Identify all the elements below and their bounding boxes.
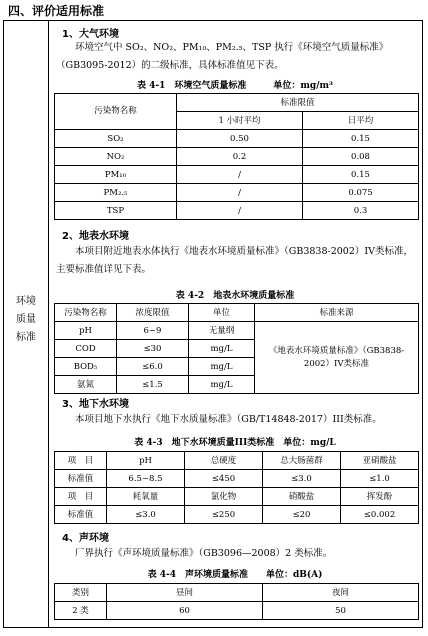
groundwater-table-caption: 表 4-3 地下水环境质量III类标准 单位：mg/L bbox=[134, 438, 336, 448]
table-header-cell: 单位 bbox=[189, 304, 255, 322]
table-cell: 50 bbox=[263, 602, 419, 620]
table-header-cell: 1 小时平均 bbox=[177, 112, 303, 130]
table-cell: 0.075 bbox=[303, 184, 419, 202]
table-header-cell: 夜间 bbox=[263, 584, 419, 602]
table-cell: ≤450 bbox=[185, 470, 263, 488]
table-cell: PM₂.₅ bbox=[55, 184, 177, 202]
category-column bbox=[4, 21, 49, 627]
table-header-cell: 日平均 bbox=[303, 112, 419, 130]
table-cell: 项 目 bbox=[55, 488, 107, 506]
table-cell: 挥发酚 bbox=[341, 488, 419, 506]
section-heading: 四、评价适用标准 bbox=[8, 4, 105, 18]
table-cell-source: 《地表水环境质量标准》（GB3838-2002）IV类标准 bbox=[255, 322, 419, 394]
table-cell: mg/L bbox=[189, 358, 255, 376]
table-row bbox=[55, 452, 419, 470]
table-row bbox=[55, 470, 419, 488]
table-cell: 2 类 bbox=[55, 602, 107, 620]
table-cell: ≤3.0 bbox=[263, 470, 341, 488]
table-cell: 0.50 bbox=[177, 130, 303, 148]
table-row bbox=[55, 602, 419, 620]
surface-water-table bbox=[54, 303, 419, 394]
groundwater-table bbox=[54, 451, 419, 524]
table-row bbox=[55, 166, 419, 184]
table-cell: ≤1.0 bbox=[341, 470, 419, 488]
table-cell: ≤1.5 bbox=[117, 376, 189, 394]
table-cell: mg/L bbox=[189, 376, 255, 394]
table-cell: 硝酸盐 bbox=[263, 488, 341, 506]
table-cell: TSP bbox=[55, 202, 177, 220]
table-cell: PM₁₀ bbox=[55, 166, 177, 184]
table-row bbox=[55, 488, 419, 506]
table-cell: 60 bbox=[107, 602, 263, 620]
table-cell: 标准值 bbox=[55, 506, 107, 524]
table-row bbox=[55, 130, 419, 148]
table-header-cell: 标准来源 bbox=[255, 304, 419, 322]
air-section-title: 1、大气环境 bbox=[62, 29, 119, 40]
table-row bbox=[55, 506, 419, 524]
table-row bbox=[55, 94, 419, 112]
groundwater-section-title: 3、地下水环境 bbox=[62, 399, 129, 410]
surface-water-section-title: 2、地表水环境 bbox=[62, 231, 129, 242]
table-cell: ≤250 bbox=[185, 506, 263, 524]
table-cell: COD bbox=[55, 340, 117, 358]
table-cell: 标准值 bbox=[55, 470, 107, 488]
standards-content bbox=[48, 21, 422, 627]
noise-section-title: 4、声环境 bbox=[62, 533, 109, 544]
table-cell: 6~9 bbox=[117, 322, 189, 340]
table-cell: ≤20 bbox=[263, 506, 341, 524]
table-cell: 总硬度 bbox=[185, 452, 263, 470]
table-cell: SO₂ bbox=[55, 130, 177, 148]
surface-water-paragraph: 本项目附近地表水体执行《地表水环境质量标准》（GB3838-2002）IV类标准，主要标准值详见下表。 bbox=[56, 246, 413, 275]
table-row bbox=[55, 202, 419, 220]
table-cell: NO₂ bbox=[55, 148, 177, 166]
table-cell: ≤0.002 bbox=[341, 506, 419, 524]
table-row bbox=[55, 304, 419, 322]
table-cell: 0.2 bbox=[177, 148, 303, 166]
table-cell: pH bbox=[55, 322, 117, 340]
table-header-cell: 类别 bbox=[55, 584, 107, 602]
groundwater-paragraph: 本项目地下水执行《地下水质量标准》（GB/T14848-2017）III类标准。 bbox=[75, 414, 382, 425]
table-cell: / bbox=[177, 202, 303, 220]
category-label: 环境 质量 标准 bbox=[16, 296, 36, 343]
surface-water-table-caption: 表 4-2 地表水环境质量标准 bbox=[175, 291, 295, 301]
table-cell: / bbox=[177, 166, 303, 184]
table-row bbox=[55, 322, 419, 340]
table-header-cell: 污染物名称 bbox=[55, 304, 117, 322]
table-header-cell: 标准限值 bbox=[177, 94, 419, 112]
table-cell: ≤3.0 bbox=[107, 506, 185, 524]
table-cell: BOD₅ bbox=[55, 358, 117, 376]
noise-paragraph: 厂界执行《声环境质量标准》（GB3096—2008）2 类标准。 bbox=[75, 548, 333, 559]
air-table-caption: 表 4-1 环境空气质量标准 单位：mg/m³ bbox=[137, 81, 333, 91]
air-quality-table bbox=[54, 93, 419, 220]
table-cell: / bbox=[177, 184, 303, 202]
table-header-cell: 污染物名称 bbox=[55, 94, 177, 130]
noise-table bbox=[54, 583, 419, 620]
table-cell: 项 目 bbox=[55, 452, 107, 470]
table-cell: 总大肠菌群 bbox=[263, 452, 341, 470]
table-cell: mg/L bbox=[189, 340, 255, 358]
table-cell: 0.15 bbox=[303, 166, 419, 184]
table-cell: 6.5~8.5 bbox=[107, 470, 185, 488]
standards-frame bbox=[3, 20, 423, 628]
air-paragraph: 环境空气中 SO₂、NO₂、PM₁₀、PM₂.₅、TSP 执行《环境空气质量标准》（GB3095-2012）的二级标准，具体标准值见下表。 bbox=[56, 42, 389, 71]
noise-table-caption: 表 4-4 声环境质量标准 单位：dB(A) bbox=[147, 570, 323, 580]
table-row bbox=[55, 584, 419, 602]
table-cell: ≤6.0 bbox=[117, 358, 189, 376]
table-cell: ≤30 bbox=[117, 340, 189, 358]
table-cell: 氯化物 bbox=[185, 488, 263, 506]
table-cell: 亚硝酸盐 bbox=[341, 452, 419, 470]
table-cell: 0.08 bbox=[303, 148, 419, 166]
table-row bbox=[55, 184, 419, 202]
table-row bbox=[55, 148, 419, 166]
table-cell: 0.15 bbox=[303, 130, 419, 148]
table-cell: 耗氧量 bbox=[107, 488, 185, 506]
table-cell: 氨氮 bbox=[55, 376, 117, 394]
table-header-cell: 浓度限值 bbox=[117, 304, 189, 322]
table-cell: pH bbox=[107, 452, 185, 470]
table-cell: 0.3 bbox=[303, 202, 419, 220]
table-header-cell: 昼间 bbox=[107, 584, 263, 602]
table-cell: 无量纲 bbox=[189, 322, 255, 340]
